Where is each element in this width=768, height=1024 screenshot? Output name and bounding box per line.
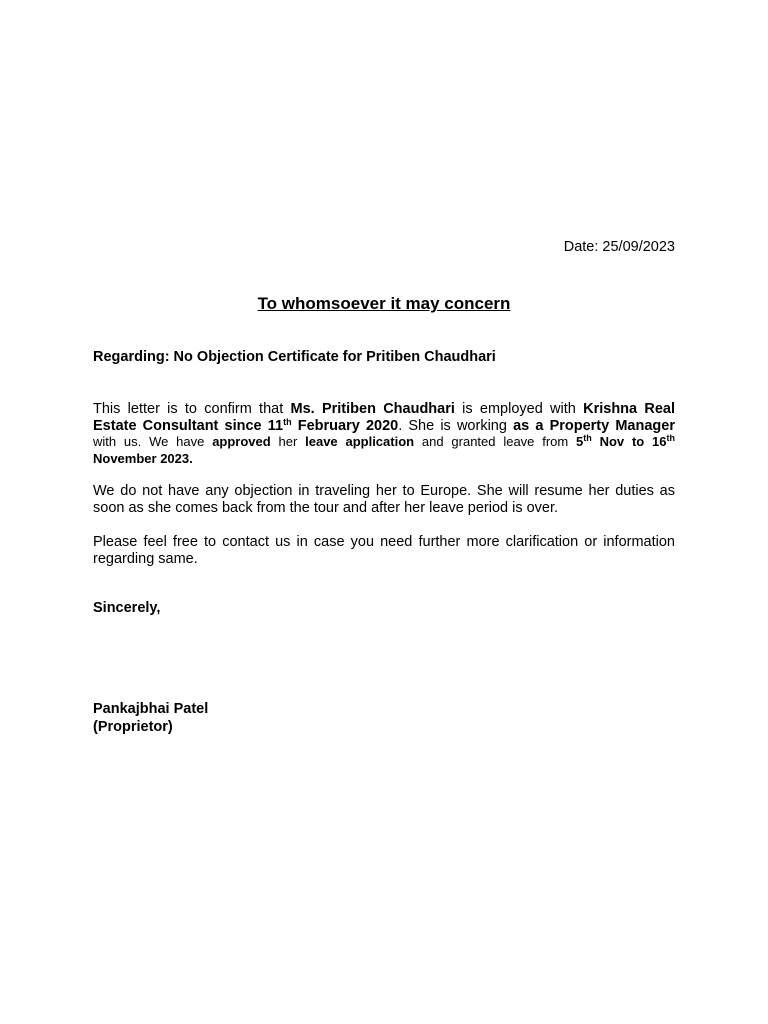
p1-text-5: her — [270, 434, 306, 449]
p1-text-4: with us. We have — [93, 434, 213, 449]
p1-text-1: This letter is to confirm that — [93, 401, 291, 417]
leave-to-part2: November 2023. — [93, 450, 193, 466]
signatory-name: Pankajbhai Patel — [93, 701, 209, 717]
paragraph-employment — [93, 401, 675, 467]
signatory-title: (Proprietor) — [93, 718, 173, 735]
sup-th-2: th — [583, 433, 592, 443]
p1-text-6: and granted leave from — [414, 434, 577, 449]
p1-text-3: . She is working — [398, 417, 514, 434]
leave-application-text: leave application — [305, 434, 415, 449]
letter-date: Date: 25/09/2023 — [563, 239, 675, 255]
sup-th-3: th — [666, 433, 675, 443]
paragraph-no-objection: We do not have any objection in traveling her to Europe. She will resume her duties as soon as she comes back from the tour and after her leave period is over. — [93, 483, 675, 516]
paragraph-contact: Please feel free to contact us in case you need further more clarification or information regarding same. — [93, 534, 675, 567]
approved-text: approved — [212, 434, 271, 449]
p1-text-2: is employed with — [454, 401, 584, 417]
job-role: as a Property Manager — [513, 417, 675, 434]
leave-to-part1: Nov to 16 — [591, 434, 667, 449]
letter-subject: Regarding: No Objection Certificate for Pritiben Chaudhari — [93, 349, 496, 365]
letter-heading: To whomsoever it may concern — [257, 294, 511, 313]
start-date: February 2020 — [291, 417, 399, 434]
employee-name: Ms. Pritiben Chaudhari — [290, 401, 455, 417]
leave-from-day: 5 — [576, 434, 584, 449]
sup-th-1: th — [283, 416, 292, 427]
signature-block — [93, 701, 208, 736]
closing: Sincerely, — [93, 600, 161, 616]
company-since: Krishna Real Estate Consultant since 11 — [93, 401, 675, 434]
